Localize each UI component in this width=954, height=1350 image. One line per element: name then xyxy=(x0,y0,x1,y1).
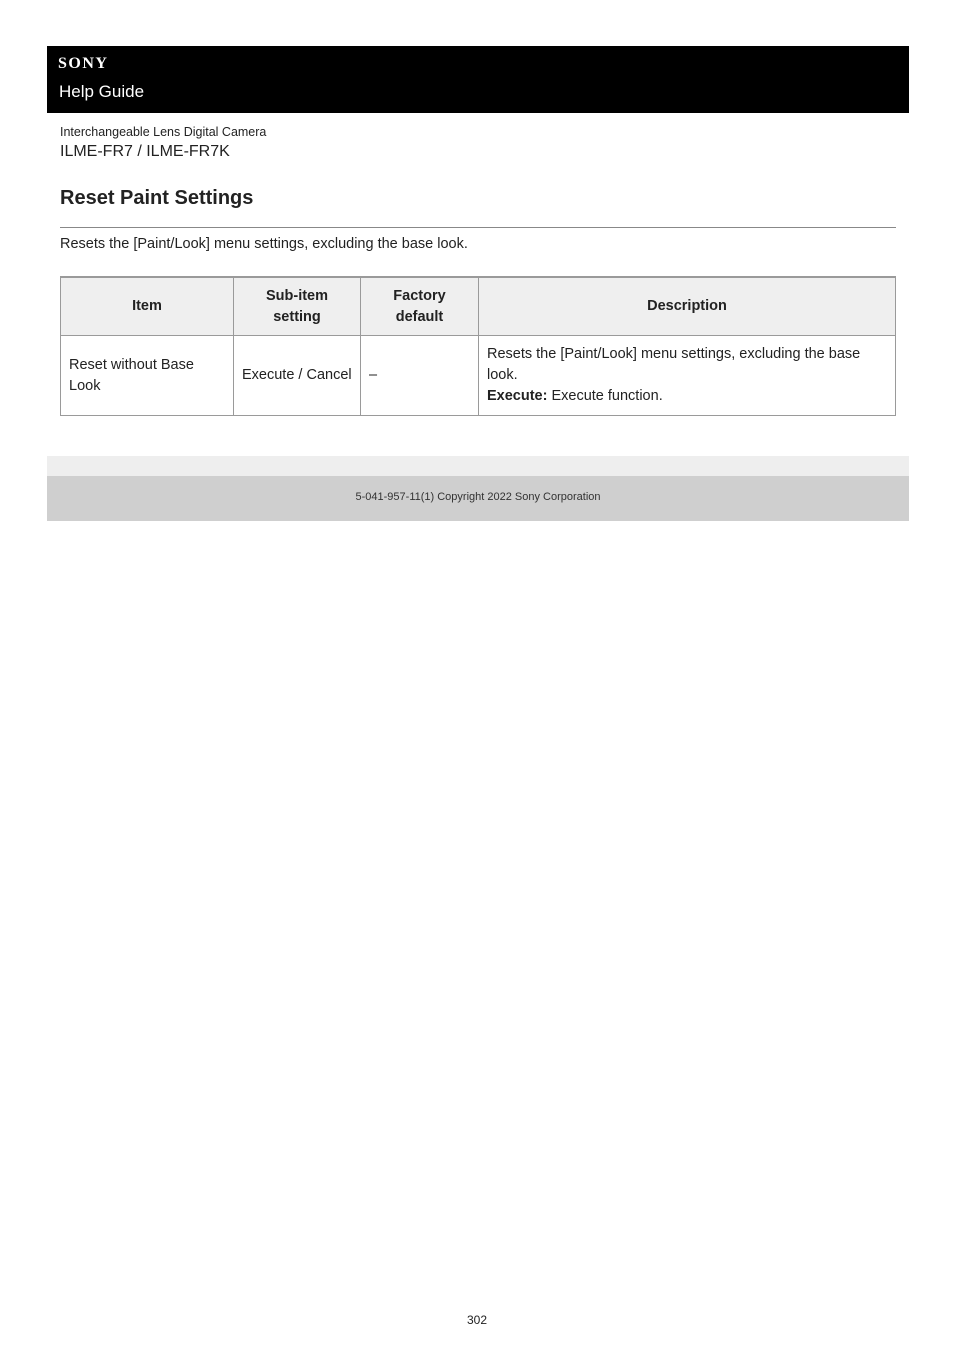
title-divider xyxy=(60,227,896,228)
cell-factory-default: – xyxy=(361,336,479,416)
cell-sub-item: Execute / Cancel xyxy=(234,336,361,416)
table-row xyxy=(61,336,896,416)
execute-text: Execute function. xyxy=(547,388,663,404)
settings-table xyxy=(60,276,896,416)
copyright-text: 5-041-957-11(1) Copyright 2022 Sony Corporation xyxy=(355,491,601,503)
cell-description xyxy=(479,336,896,416)
column-header-factory-default: Factory default xyxy=(361,277,479,336)
product-model: ILME-FR7 / ILME-FR7K xyxy=(60,143,230,160)
column-header-sub-item: Sub-item setting xyxy=(234,277,361,336)
product-category: Interchangeable Lens Digital Camera xyxy=(60,125,267,139)
table-header-row xyxy=(61,277,896,336)
header-bar xyxy=(47,46,909,113)
column-header-item: Item xyxy=(61,277,234,336)
column-header-description: Description xyxy=(479,277,896,336)
footer-top-band xyxy=(47,456,909,476)
page-title: Reset Paint Settings xyxy=(60,187,254,209)
description-text: Resets the [Paint/Look] menu settings, excluding the base look. xyxy=(487,346,861,383)
page-number: 302 xyxy=(466,1313,488,1327)
execute-note xyxy=(487,386,887,407)
sony-logo: SONY xyxy=(58,55,109,72)
help-guide-label: Help Guide xyxy=(59,82,145,101)
execute-label: Execute: xyxy=(487,388,548,404)
cell-item: Reset without Base Look xyxy=(61,336,234,416)
footer xyxy=(47,476,909,521)
intro-text: Resets the [Paint/Look] menu settings, excluding the base look. xyxy=(60,236,468,252)
